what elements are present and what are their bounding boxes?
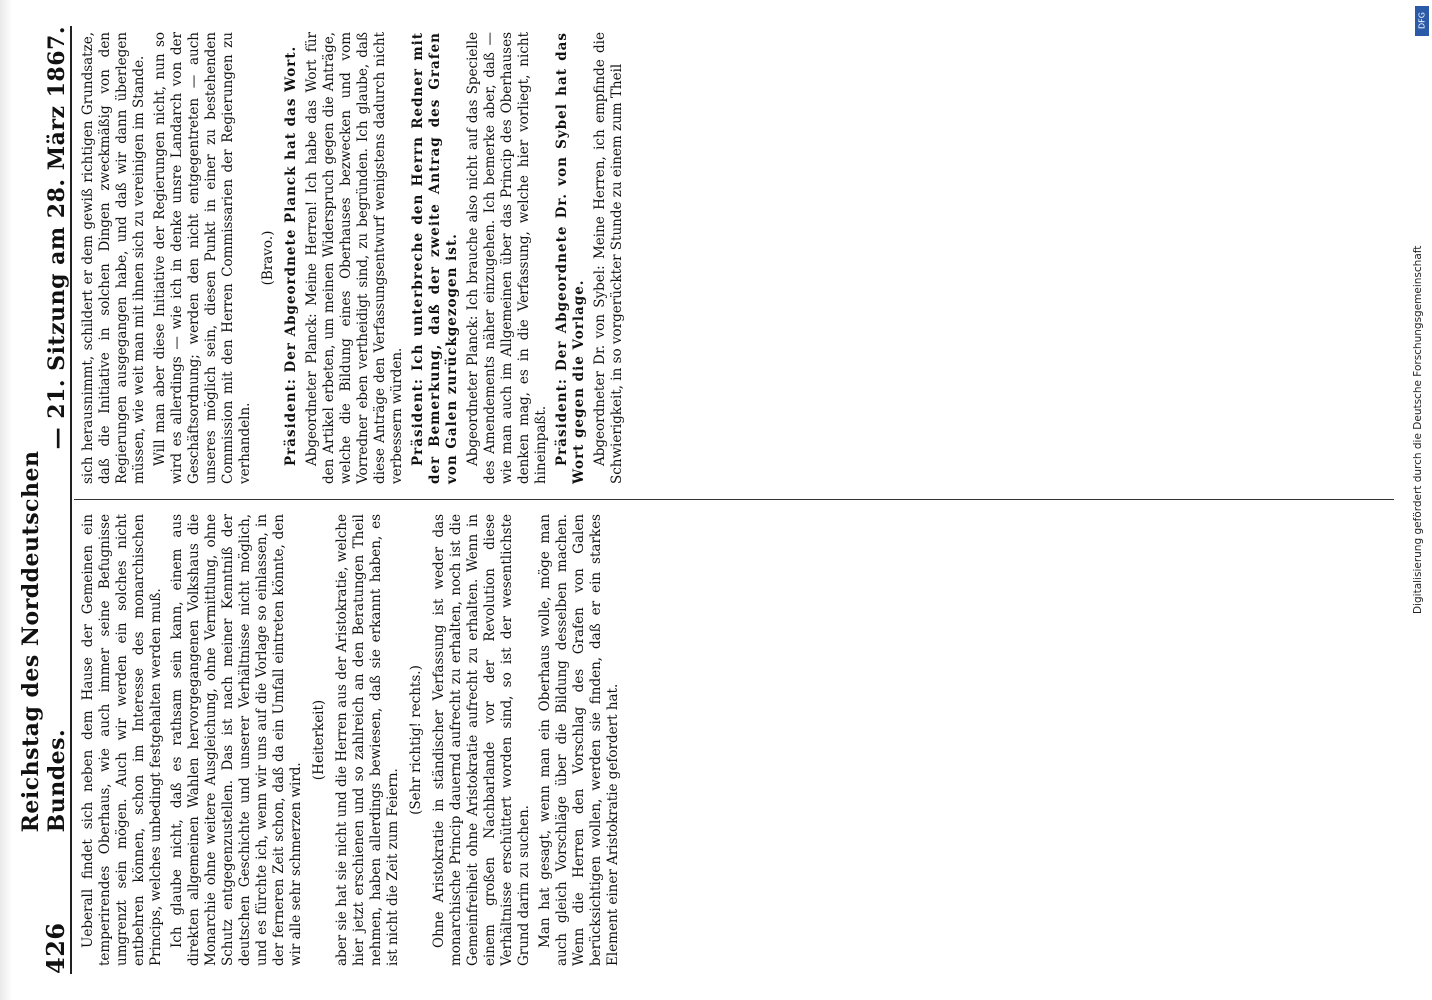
page-number: 426 <box>41 922 70 974</box>
right-column <box>80 32 630 484</box>
paragraph: Ohne Aristokratie in ständischer Verfassung ist weder das monarchische Princip dauernd aufrecht zu erhalten, noch ist die Gemeinfreiheit ohne Aristokratie aufrecht zu erhalten. Wenn in einem großen Nachbarlande vor der Revolution diese Verhältnisse erschüttert worden sind, so ist der wesentlichste Grund darin zu suchen. <box>431 514 532 966</box>
paragraph: Ueberall findet sich neben dem Hause der Gemeinen ein temperirendes Oberhaus, wie auch immer seine Befugnisse umgrenzt sein mögen. Auch wir werden ein solches nicht entbehren können, schon im Interesse des monarchischen Princips, welches unbedingt festgehalten werden muß. <box>80 514 164 966</box>
paragraph: Man hat gesagt, wenn man ein Oberhaus wolle, möge man auch gleich Vorschläge über die Bildung desselben machen. Wenn die Herren den Vorschlag des Grafen von Galen berücksichtigen wollen, werden sie finden, daß er ein starkes Element einer Aristokratie gefordert hat. <box>537 514 621 966</box>
page-header <box>18 26 72 974</box>
column-divider <box>74 499 1394 500</box>
paragraph: aber sie hat sie nicht und die Herren aus der Aristokratie, welche hier jetzt erschienen und so zahlreich an den Beratungen Theil nehmen, haben allerdings bewiesen, daß sie erkannt haben, es ist nicht die Zeit zum Feiern. <box>334 514 401 966</box>
paragraph: Ich glaube nicht, daß es rathsam sein kann, einem aus direkten allgemeinen Wahlen hervorgegangenen Volkshaus die Monarchie ohne weitere Ausgleichung, ohne Vermittlung, ohne Schutz entgegenzustellen. Das ist nach meiner Kenntniß der deutschen Geschichte und unserer Verhältnisse nicht möglich, und es fürchte ich, wenn wir uns auf die Vorlage so einlassen, in der ferneren Zeit schon, daß da ein Umfall eintreten könnte, den wir alle sehr schmerzen wird. <box>169 514 304 966</box>
interjection: (Sehr richtig! rechts.) <box>408 665 424 815</box>
paragraph: Abgeordneter Planck: Ich brauche also nicht auf das Specielle des Amendements näher einzugehen. Ich bemerke aber, daß — wie man auch im Allgemeinen über das Princip des Oberhauses denken mag, es in die Verfassung, welche hier vorliegt, nicht hineinpaßt. <box>465 32 549 484</box>
interjection: (Bravo.) <box>260 230 276 286</box>
funding-notice: Digitalisierung gefördert durch die Deutsche Forschungsgemeinschaft <box>1412 245 1424 614</box>
speaker-line: Präsident: Der Abgeordnete Dr. von Sybel hat das Wort gegen die Vorlage. <box>554 32 587 484</box>
session-title: — 21. Sitzung am 28. März 1867. <box>44 26 70 450</box>
paragraph: Will man aber diese Initiative der Regierungen nicht, nun so wird es allerdings — wie ich in denke unsre Landarch von der Geschäftsordnung; werden den nicht entgegentreten — auch unseres möglich sein, diesen Punkt in einer zu bestehenden Commission mit den Herren Commissarien der Regierungen zu verhandeln. <box>152 32 253 484</box>
paragraph: sich herausnimmt, schildert er dem gewiß richtigen Grundsatze, daß die Initiative in solchen Dingen zweckmäßig von den Regierungen ausgegangen habe, und daß wir dann überlegen müssen, wie weit man mit ihnen sich zu vereinigen im Stande. <box>80 32 147 484</box>
paragraph: Abgeordneter Planck: Meine Herren! Ich habe das Wort für den Artikel erbeten, um meinen Widerspruch gegen die Anträge, welche die Bildung eines Oberhauses bezwecken und vom Vorredner eben vertheidigt sind, zu begründen. Ich glaube, daß diese Anträge den Verfassungsentwurf wenigstens dadurch nicht verbessern würden. <box>304 32 405 484</box>
funding-strip <box>1410 0 1432 640</box>
speaker-line: Präsident: Ich unterbreche den Herrn Redner mit der Bemerkung, daß der zweite Antrag des Grafen von Galen zurückgezogen ist. <box>410 32 460 484</box>
dfg-logo: DFG <box>1415 6 1429 36</box>
publication-title: Reichstag des Norddeutschen Bundes. <box>18 450 70 833</box>
left-column <box>80 514 626 966</box>
speaker-line: Präsident: Der Abgeordnete Planck hat das Wort. <box>283 45 299 466</box>
interjection: (Heiterkeit) <box>311 699 327 781</box>
paragraph: Abgeordneter Dr. von Sybel: Meine Herren, ich empfinde die Schwierigkeit, in so vorgerückter Stunde zu einem zum Theil <box>592 32 625 484</box>
